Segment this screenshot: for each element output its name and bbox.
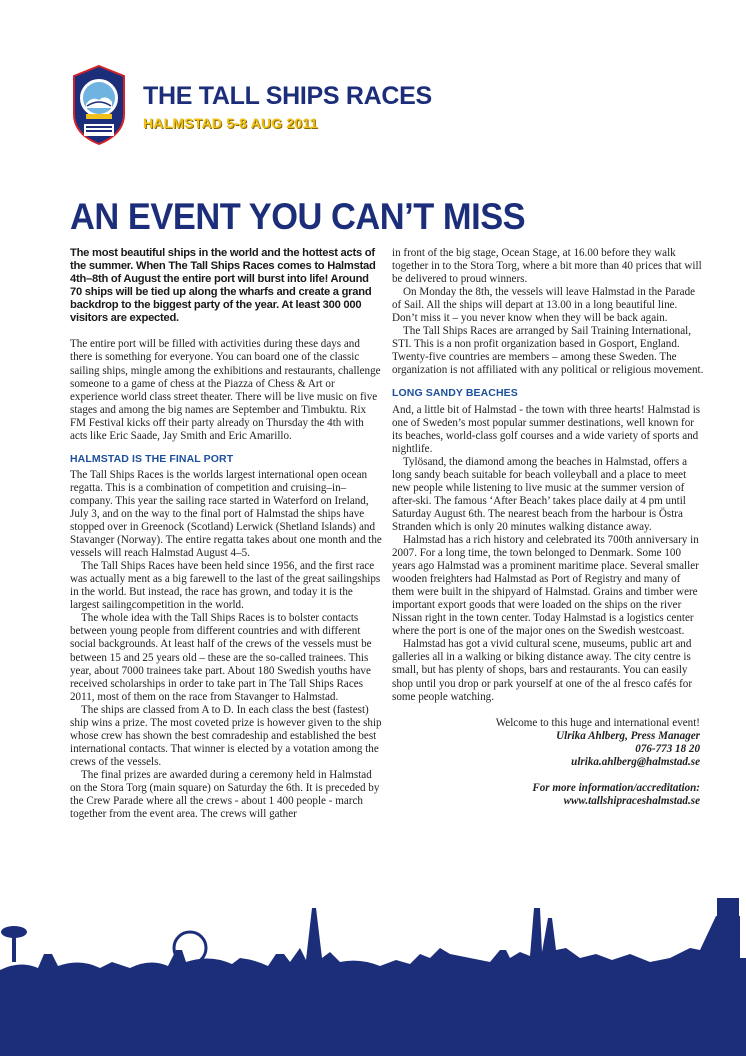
body-paragraph: in front of the big stage, Ocean Stage, at 16.00 before they walk together in to the Stora Torg, where a bit more than 40 prices that will be delivered to proud winners. [392,247,702,286]
welcome-line: Welcome to this huge and international event! [495,716,700,729]
body-paragraph: Halmstad has a rich history and celebrated its 700th anniversary in 2007. For a long time, the town belonged to Denmark. Some 100 years ago Halmstad was a prominent maritime place. Several smaller wooden freighters had Halmstad as Port of Registry and many of them were built in the shipyard of Halmstad. Grains and timber were important export goods that were loaded on the ships on the river Nissan right in the town center. Today Halmstad is a logistics center where the port is one of the major ones on the Swedish westcoast. [392,533,699,638]
body-paragraph: The entire port will be filled with activities during these days and there is something for everyone. You can board one of the classic sailing ships, mingle among the exhibitions and restaurants, challenge someone to a game of chess at the Piazza of Chess & Art or experience world class street theater. There will be live music on five stages and among the big names are September and Timbuktu. Rix FM Festival kicks off their party already on Thursday the 4th with acts like Eric Saade, Jay Smith and Eric Amarillo. [70,338,381,442]
body-paragraph: The Tall Ships Races have been held since 1956, and the first race was actually ment as a big farewell to the last of the great sailingships in the world. But instead, the race has grown, and today it is the largest sailingcompetition in the world. [70,560,381,612]
halmstad-skyline-icon [0,888,746,1056]
contact-name: Ulrika Ahlberg, Press Manager [556,729,700,742]
press-contact [392,717,704,808]
website-link[interactable]: www.tallshipraceshalmstad.se [563,794,700,807]
body-paragraph: The final prizes are awarded during a ceremony held in Halmstad on the Stora Torg (main square) on Saturday the 6th. It is preceded by the Crew Parade where all the crews - about 1 400 people - march together from the event area. The crews will gather [70,768,380,821]
info-line: For more information/accreditation: [532,781,700,794]
body-paragraph: And, a little bit of Halmstad - the town with three hearts! Halmstad is one of Sweden’s most popular summer destinations, well known for its beaches, world-class golf courses and a wide variety of sports and nightlife. [392,403,701,455]
body-paragraph: The Tall Ships Races is the worlds largest international open ocean regatta. This is a combination of competition and cruising–in–company. This year the sailing race started in Waterford on Ireland, July 3, and on the way to the final port of Halmstad the ships have stopped over in Greenock (Scotland) Lerwick (Shetland Islands) and Stavanger (Norway). The entire regatta takes about one month and the vessels will reach Halmstad August 4–5. [70,468,382,560]
body-paragraph: Tylösand, the diamond among the beaches in Halmstad, offers a long sandy beach suitable for beach volleyball and a place to meet new people while listening to live music at the summer version of after-ski. The famous ‘After Beach’ takes place daily at 4 pm until Saturday August 6th. The nearest beach from the harbour is Östra Stranden which is only 20 minutes walking distance away. [392,455,687,533]
section-heading-beaches: LONG SANDY BEACHES [392,387,518,400]
lead-paragraph: The most beautiful ships in the world and the hottest acts of the summer. When The Tall Ships Races comes to Halmstad 4th–8th of August the entire port will burst into life! Around 70 ships will be tied up along the wharfs and create a grand backdrop to the biggest party of the year. At least 300 000 visitors are expected. [70,247,376,324]
body-paragraph: Halmstad has got a vivid cultural scene, museums, public art and galleries all in a walking or biking distance away. The city centre is small, but has plenty of shops, bars and restaurants. You can easily shop until you drop or park yourself at one of the al fresco cafés for some people watching. [392,638,693,703]
contact-email[interactable]: ulrika.ahlberg@halmstad.se [571,755,700,768]
brand-title: THE TALL SHIPS RACES [143,82,432,110]
section-heading-final-port: HALMSTAD IS THE FINAL PORT [70,452,234,465]
contact-phone: 076-773 18 20 [635,742,700,755]
body-paragraph: The Tall Ships Races are arranged by Sail Training International, STI. This is a non profit organization based in Gosport, England. Twenty-five countries are members – among these Sweden. The organization is not affiliated with any political or religious movement. [392,325,704,377]
body-paragraph: On Monday the 8th, the vessels will leave Halmstad in the Parade of Sail. All the ships will depart at 13.00 in a long beautiful line. Don’t miss it – you never know when they will be back again. [392,286,696,325]
tall-ships-races-logo-icon [70,64,128,154]
body-paragraph: The whole idea with the Tall Ships Races is to bolster contacts between young people from different countries and with different social backgrounds. At least half of the crews of the vessels must be between 15 and 25 years old – these are the so-called trainees. This year, about 7000 trainees take part. About 180 Swedish youths have received scholarships in order to take part in The Tall Ships Races 2011, most of them on the race from Stavanger to Halmstad. [70,612,372,703]
right-column [392,247,704,808]
brand-subtitle: HALMSTAD 5-8 AUG 2011 [143,115,318,131]
body-paragraph: The ships are classed from A to D. In each class the best (fastest) ship wins a prize. The most coveted prize is however given to the ship whose crew has shown the best comradeship and established the best international contacts. That winner is elected by a votation among the crews of the vessels. [70,703,382,768]
page-headline: AN EVENT YOU CAN’T MISS [70,196,526,237]
left-column [70,247,382,821]
